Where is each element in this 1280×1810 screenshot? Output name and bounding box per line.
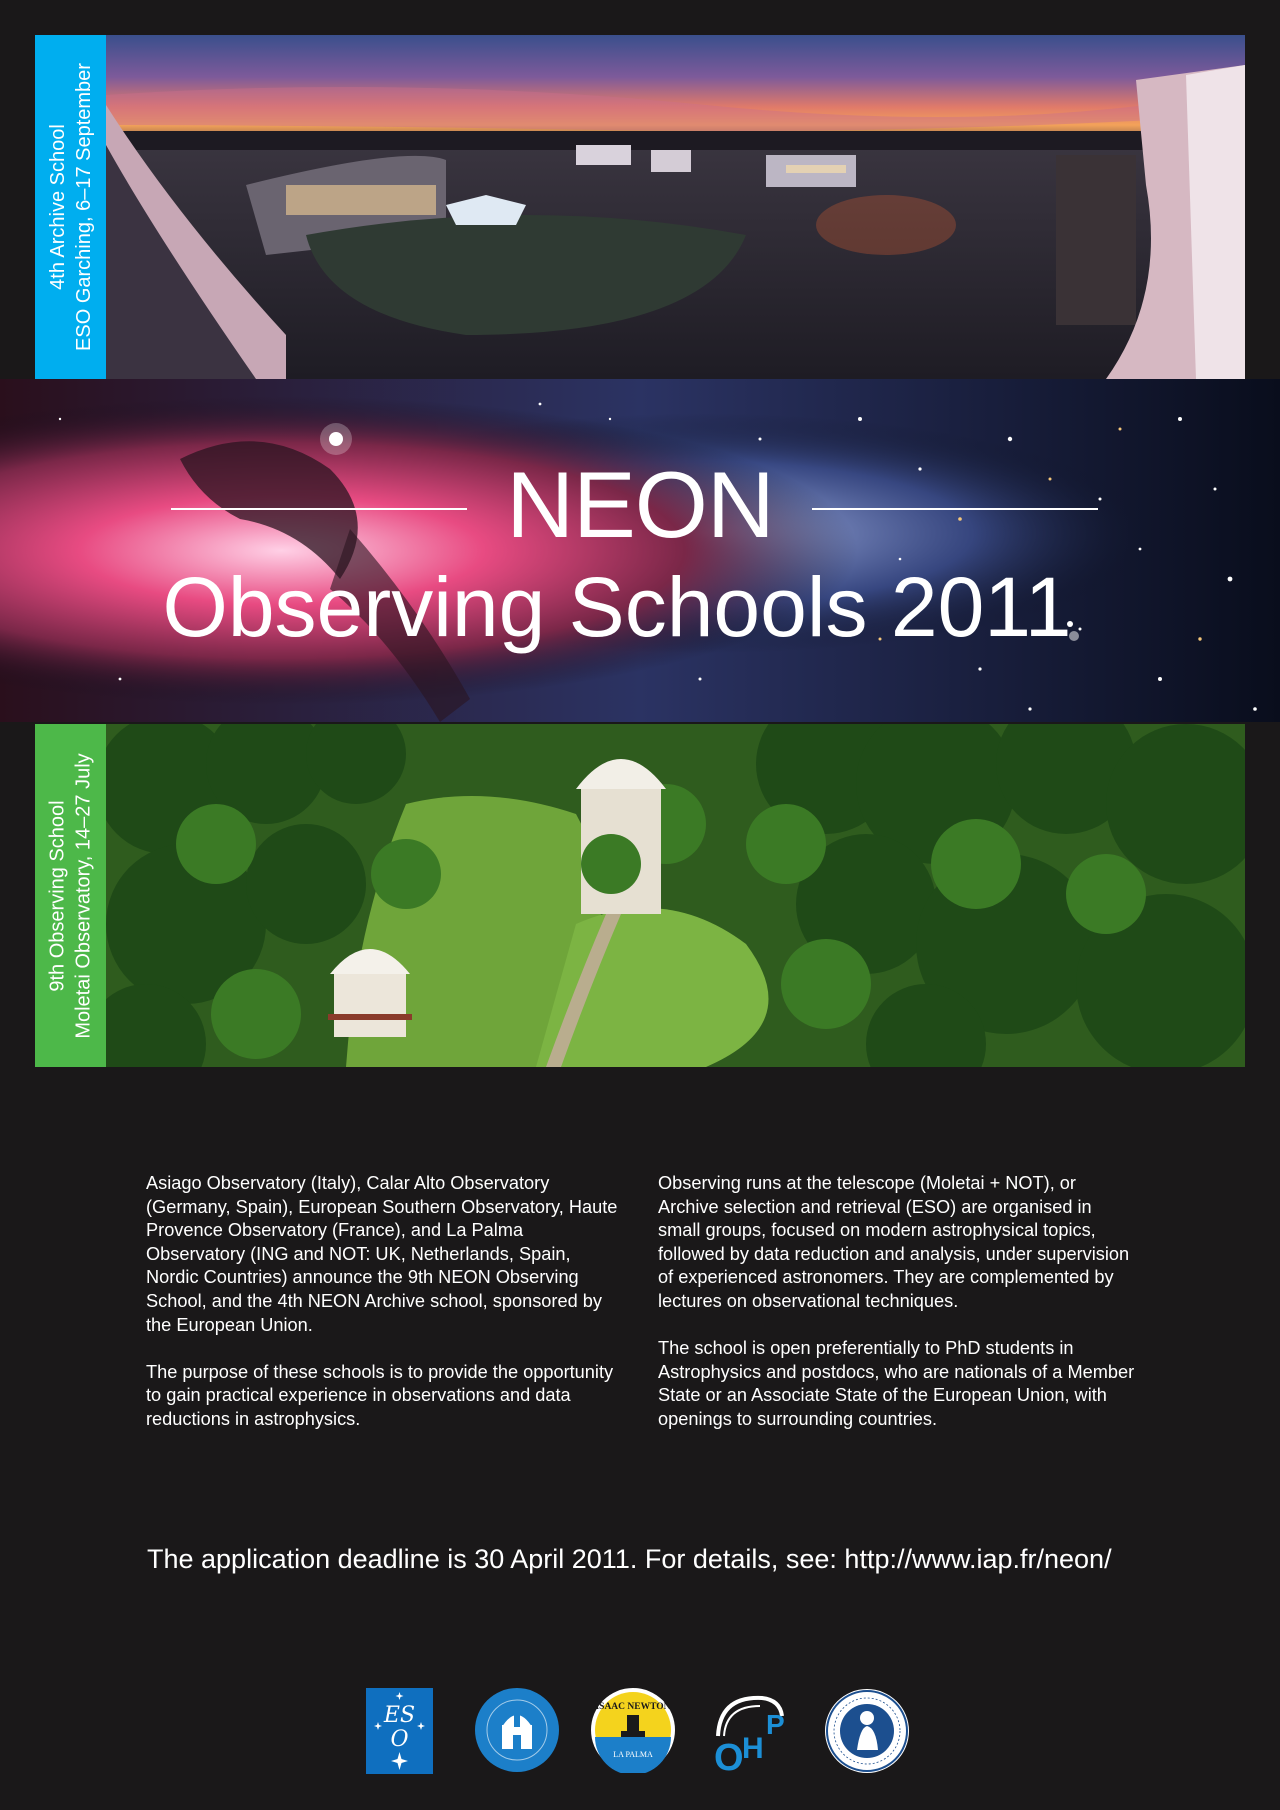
- svg-text:H: H: [742, 1732, 764, 1765]
- body-column-left: [146, 1172, 624, 1455]
- eso-logo: [366, 1688, 433, 1779]
- page-subtitle: Observing Schools 2011: [162, 560, 1072, 654]
- body-column-right: [658, 1172, 1138, 1455]
- runs-paragraph: Observing runs at the telescope (Moletai + NOT), or Archive selection and retrieval (ESO) are organised in small groups, focused on modern astrophysical topics, followed by data reduction and analysis, under supervision of experienced astronomers. They are complemented by lectures on observational techniques.: [658, 1173, 1130, 1311]
- eligibility-paragraph: The school is open preferentially to PhD students in Astrophysics and postdocs, who are nationals of a Member State or an Associate State of the European Union, with openings to surrounding countries.: [658, 1338, 1135, 1429]
- svg-text:ISAAC NEWTON: ISAAC NEWTON: [595, 1702, 671, 1712]
- observing-school-title: 9th Observing School: [46, 799, 69, 992]
- page-title: NEON: [506, 452, 774, 557]
- svg-text:P: P: [766, 1709, 785, 1740]
- calar-alto-logo: [474, 1687, 560, 1778]
- moletai-observatory-photo: [106, 724, 1245, 1067]
- archive-school-label: [35, 35, 106, 379]
- observing-school-dates: Moletai Observatory, 14–27 July: [72, 752, 95, 1039]
- archive-school-dates: ESO Garching, 6–17 September: [72, 63, 95, 351]
- svg-text:ES: ES: [383, 1703, 416, 1728]
- svg-text:LA PALMA: LA PALMA: [613, 1750, 653, 1759]
- isaac-newton-group-logo: [590, 1687, 676, 1778]
- intro-paragraph: Asiago Observatory (Italy), Calar Alto Observatory (Germany, Spain), European Southern Observatory, Haute Provence Observatory (France), and La Palma Observatory (ING and NOT: UK, Netherlands, Spain, Nordic Countries) announce the 9th NEON Observing School, and the 4th NEON Archive school, sponsored by the European Union.: [146, 1173, 618, 1335]
- archive-school-title: 4th Archive School: [46, 124, 69, 290]
- eso-garching-panorama-photo: [106, 35, 1245, 379]
- application-deadline: The application deadline is 30 April 2011. For details, see: http://www.iap.fr/neon/: [147, 1544, 1112, 1574]
- svg-text:O: O: [390, 1727, 409, 1752]
- asiago-logo: [824, 1688, 910, 1779]
- svg-text:O: O: [714, 1737, 744, 1774]
- observing-school-label: [35, 724, 106, 1067]
- purpose-paragraph: The purpose of these schools is to provide the opportunity to gain practical experience in observations and data reductions in astrophysics.: [146, 1361, 614, 1429]
- ohp-logo: [710, 1688, 796, 1779]
